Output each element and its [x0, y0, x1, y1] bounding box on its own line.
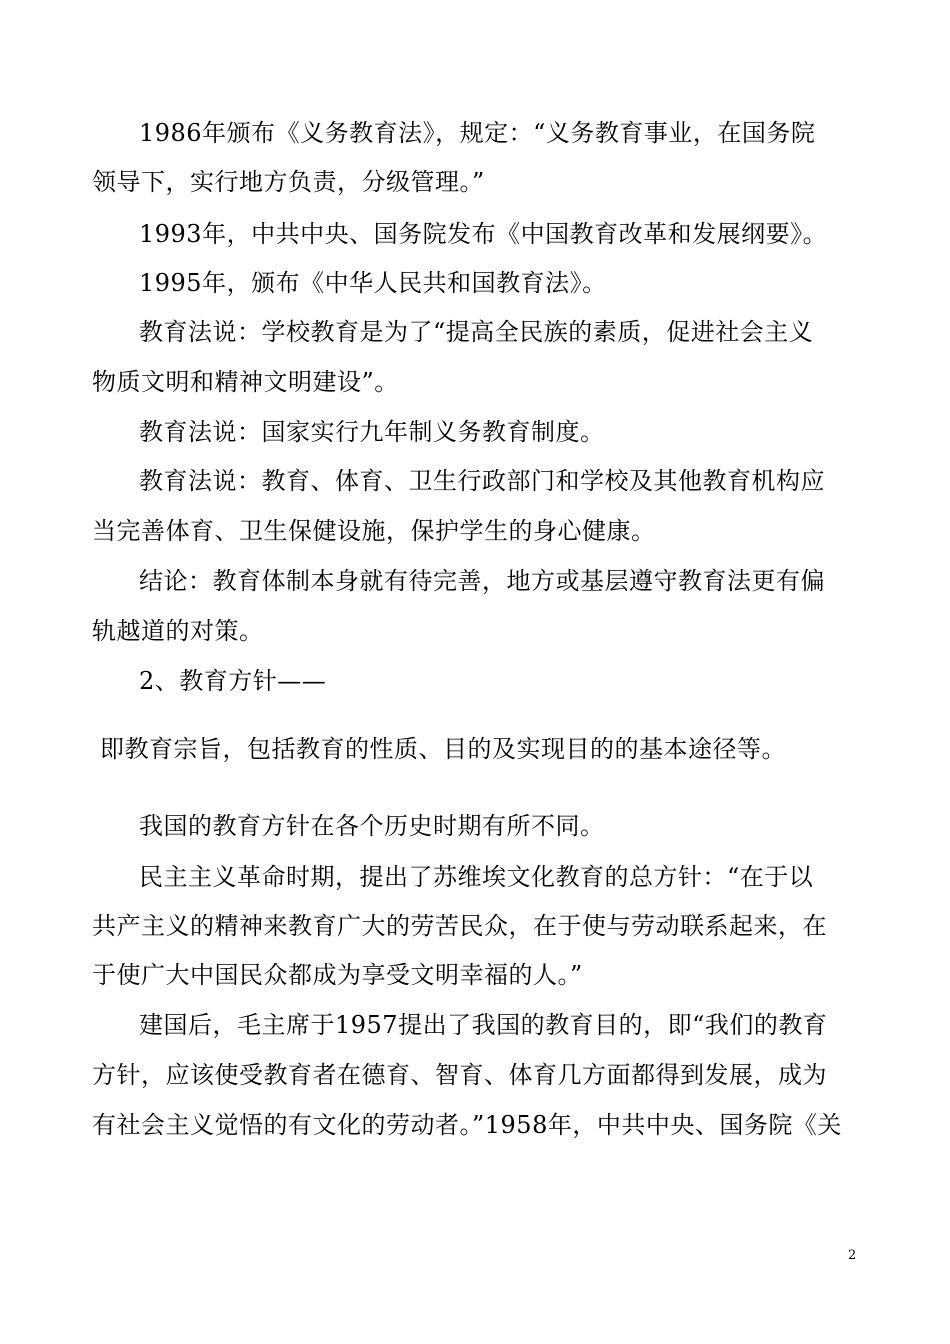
text-line: 1986年颁布《义务教育法》，规定：“义务教育事业，在国务院 — [139, 119, 816, 147]
text-line: 1995年，颁布《中华人民共和国教育法》。 — [139, 269, 607, 297]
section-heading: 2、教育方针—— — [139, 667, 327, 695]
text-line: 1993年，中共中央、国务院发布《中国教育改革和发展纲要》。 — [139, 220, 828, 248]
text-line: 建国后，毛主席于1957提出了我国的教育目的，即“我们的教育 — [139, 1011, 828, 1039]
text-line: 当完善体育、卫生保健设施，保护学生的身心健康。 — [92, 517, 656, 545]
text-line: 方针，应该使受教育者在德育、智育、体育几方面都得到发展，成为 — [92, 1061, 827, 1089]
text-line: 教育法说：学校教育是为了“提高全民族的素质，促进社会主义 — [139, 318, 814, 346]
text-line: 教育法说：教育、体育、卫生行政部门和学校及其他教育机构应 — [139, 467, 825, 495]
text-line: 即教育宗旨，包括教育的性质、目的及实现目的的基本途径等。 — [100, 735, 786, 763]
text-line: 共产主义的精神来教育广大的劳苦民众，在于使与劳动联系起来，在 — [92, 912, 827, 940]
text-line: 结论：教育体制本身就有待完善，地方或基层遵守教育法更有偏 — [139, 567, 825, 595]
page-number: 2 — [848, 1248, 857, 1263]
text-line: 我国的教育方针在各个历史时期有所不同。 — [139, 812, 605, 840]
text-line: 物质文明和精神文明建设”。 — [92, 368, 399, 396]
text-line: 领导下，实行地方负责，分级管理。” — [92, 168, 485, 196]
text-line: 有社会主义觉悟的有文化的劳动者。”1958年，中共中央、国务院《关 — [92, 1111, 842, 1139]
text-line: 民主主义革命时期，提出了苏维埃文化教育的总方针：“在于以 — [139, 863, 814, 891]
text-line: 于使广大中国民众都成为享受文明幸福的人。” — [92, 961, 583, 989]
text-line: 轨越道的对策。 — [92, 617, 264, 645]
text-line: 教育法说：国家实行九年制义务教育制度。 — [139, 418, 605, 446]
